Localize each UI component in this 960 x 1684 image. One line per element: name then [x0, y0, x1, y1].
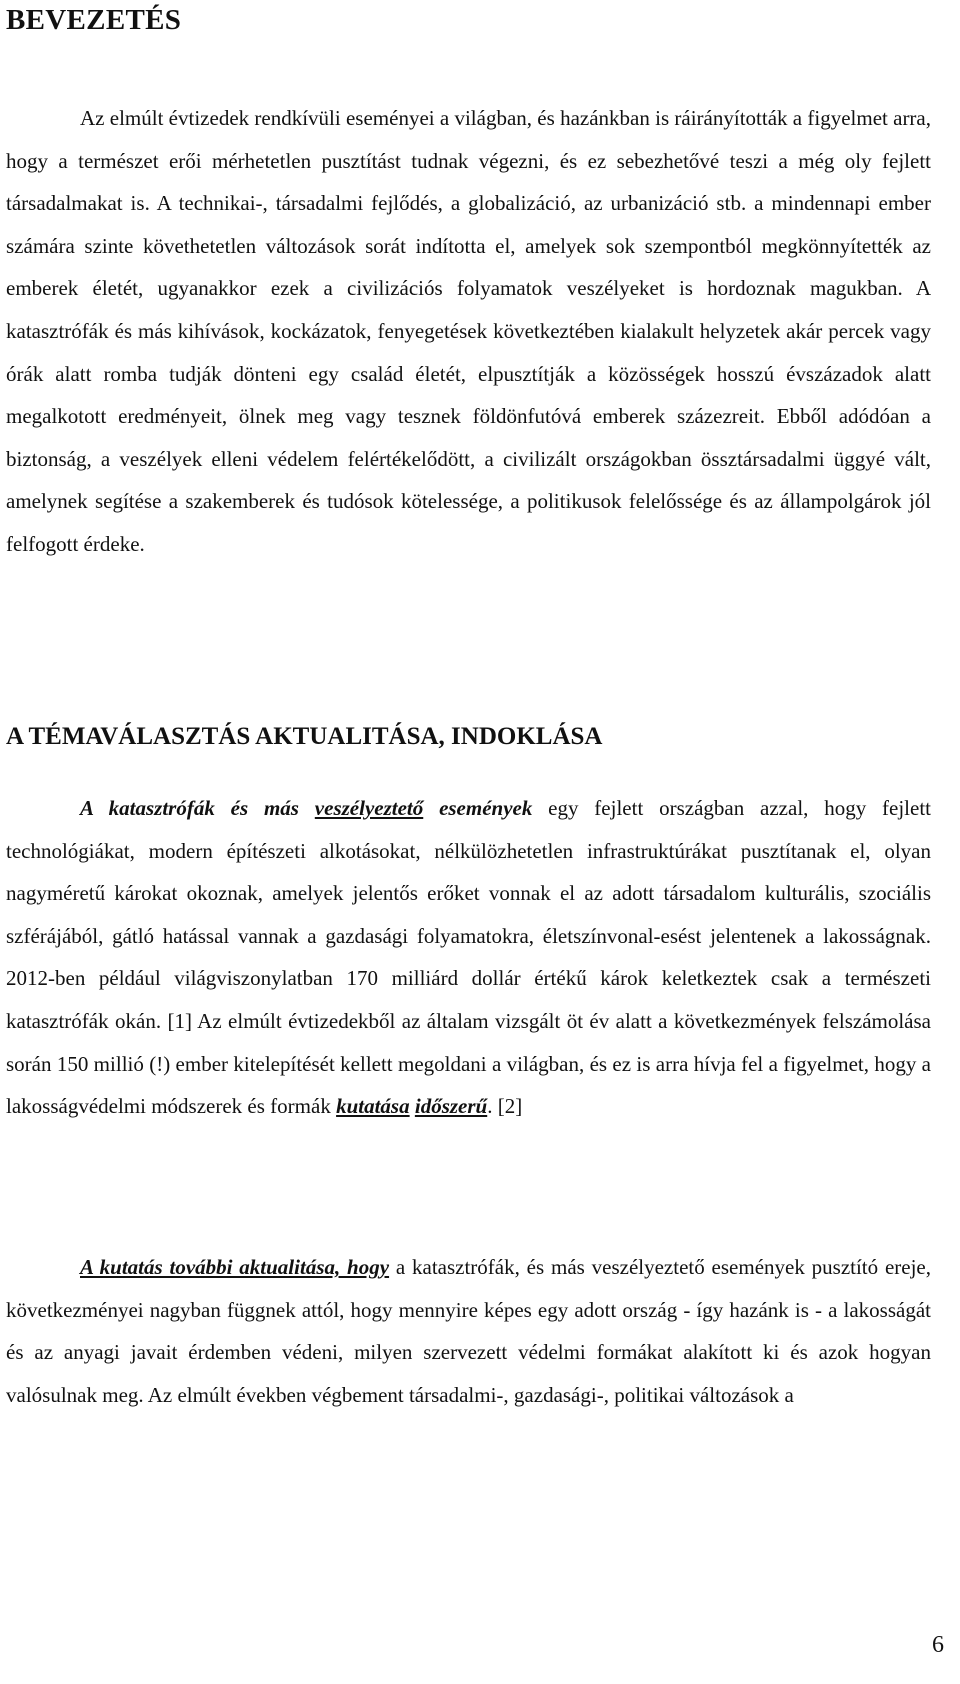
section-heading-topic-relevance: A TÉMAVÁLASZTÁS AKTUALITÁSA, INDOKLÁSA: [6, 723, 603, 750]
topic-paragraph-body: egy fejlett országban azzal, hogy fejlett technológiákat, modern építészeti alkotásokat, nélkülözhetetlen infrastruktúrákat pusztítanak el, olyan nagyméretű károkat okoznak, amelyek jelentős erőket vonnak el az adott társadalom kulturális, szociális szférájából, gátló hatással vannak a gazdasági folyamatokra, életszínvonal-esést jelentenek a lakosságnak. 2012-ben például világviszonylatban 170 milliárd dollár értékű károk keletkeztek csak a természeti katasztrófák okán. [1] Az elmúlt évtizedekből az általam vizsgált öt év alatt a következmények felszámolása során 150 millió (!) ember kitelepítését kellett megoldani a világban, és ez is arra hívja fel a figyelmet, hogy a lakosságvédelmi módszerek és formák: [6, 796, 932, 1119]
page-number: 6: [932, 1632, 944, 1658]
emphasis-lead-c: események: [423, 796, 533, 820]
research-paragraph-body: a katasztrófák, és más veszélyeztető események pusztító ereje, következményei nagyban függnek attól, hogy mennyire képes egy adott ország - így hazánk is - a lakosságát és az anyagi javait érdemben védeni, milyen szervezett védelmi formákat alakított ki és azok hogyan valósulnak meg. Az elmúlt években végbement társadalmi-, gazdasági-, politikai változások a: [6, 1255, 931, 1407]
emphasis-lead-b: veszélyeztető: [314, 796, 424, 820]
topic-paragraph-tail: . [2]: [487, 1094, 523, 1119]
emphasis-research: kutatása: [336, 1094, 410, 1119]
research-relevance-paragraph: [6, 1246, 931, 1416]
topic-paragraph: [6, 787, 931, 1128]
emphasis-research-relevance: A kutatás további aktualitása, hogy: [80, 1255, 390, 1279]
emphasis-timely: időszerű: [414, 1094, 488, 1119]
emphasis-lead-a: A katasztrófák és más: [80, 796, 315, 820]
section-heading-introduction: BEVEZETÉS: [6, 4, 182, 36]
intro-paragraph: Az elmúlt évtizedek rendkívüli eseményei a világban, és hazánkban is ráirányították a figyelmet arra, hogy a természet erői mérhetetlen pusztítást tudnak végezni, és ez sebezhetővé teszi a még oly fejlett társadalmakat is. A technikai-, társadalmi fejlődés, a globalizáció, az urbanizáció stb. a mindennapi ember számára szinte követhetetlen változások sorát indította el, amelyek sok szempontból megkönnyítették az emberek életét, ugyanakkor ezek a civilizációs folyamatok veszélyeket is hordoznak magukban. A katasztrófák és más kihívások, kockázatok, fenyegetések következtében kialakult helyzetek akár percek vagy órák alatt romba tudják dönteni egy család életét, elpusztítják a közösségek hosszú évszázadok alatt megalkotott eredményeit, ölnek meg vagy tesznek földönfutóvá emberek százezreit. Ebből adódóan a biztonság, a veszélyek elleni védelem felértékelődött, a civilizált országokban össztársadalmi üggyé vált, amelynek segítése a szakemberek és tudósok kötelessége, a politikusok felelőssége és az állampolgárok jól felfogott érdeke.: [6, 106, 931, 556]
